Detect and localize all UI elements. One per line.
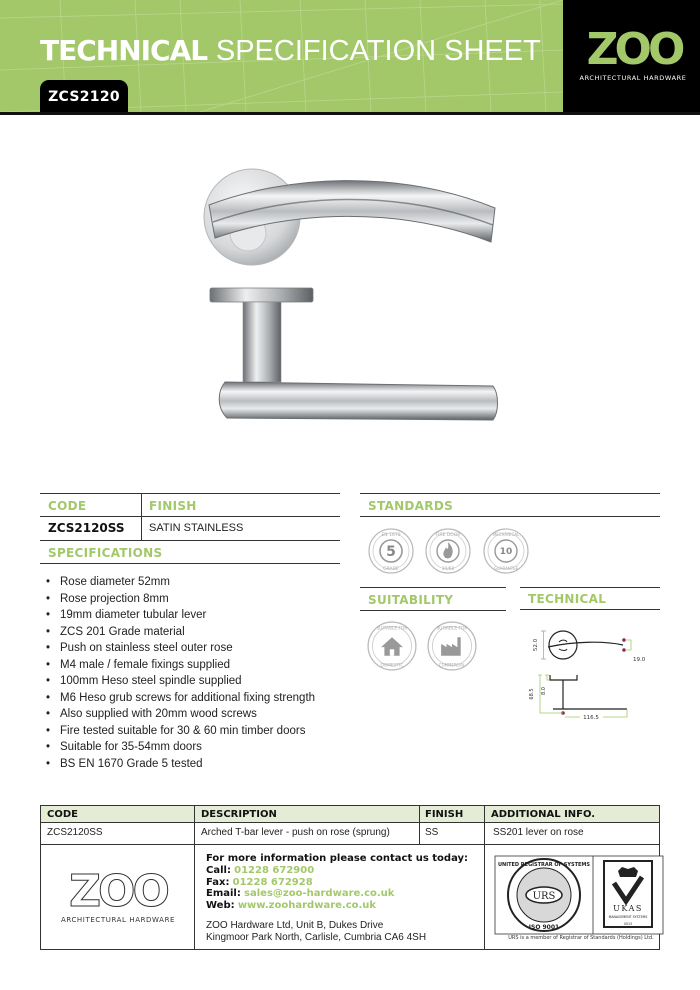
divider [360,587,506,588]
diagram-lever-top [548,642,623,647]
divider [40,540,340,541]
call-label: Call: [206,864,231,876]
standards-heading: STANDARDS [368,499,454,513]
finish-value: SATIN STAINLESS [149,522,244,534]
commercial-badge-icon [427,621,477,671]
svg-text:SUITABLE FOR: SUITABLE FOR [376,626,408,632]
technical-heading: TECHNICAL [528,592,607,606]
row-code: ZCS2120SS [47,827,103,838]
contact-block [206,853,468,912]
svg-text:30/60: 30/60 [441,567,455,572]
spec-item: • 100mm Heso steel spindle supplied [46,673,315,690]
spec-item: • M4 male / female fixings supplied [46,657,315,674]
email-label: Email: [206,888,241,900]
table-header-finish: FINISH [425,809,464,820]
divider [520,587,660,588]
row-additional-info: SS201 lever on rose [493,827,584,838]
technical-diagram [515,625,655,725]
fax-value: 01228 672928 [232,876,313,888]
dim-rose-diameter: 52.0 [533,638,539,652]
spec-item: • M6 Heso grub screws for additional fixing strength [46,690,315,707]
table-row [40,823,660,845]
svg-text:10: 10 [499,547,513,557]
title-bold: TECHNICAL [40,34,216,67]
table-header-row [40,805,660,823]
address-line-2: Kingmoor Park North, Carlisle, Cumbria CA6 4SH [206,932,427,943]
web-label: Web: [206,900,235,912]
title-light: SPECIFICATION SHEET [215,35,541,67]
svg-text:ARCHITECTURAL HARDWARE: ARCHITECTURAL HARDWARE [60,916,176,924]
finish-heading: FINISH [149,499,197,513]
website-link[interactable]: www.zoohardware.co.uk [237,900,377,912]
spec-item: • Rose projection 8mm [46,591,315,608]
brand-tagline: ARCHITECTURAL HARDWARE [579,74,687,82]
dim-rose-projection: 8.0 [541,687,547,695]
svg-text:DOMESTIC: DOMESTIC [380,663,404,669]
diagram-rose [549,631,577,659]
svg-text:ISO 9001: ISO 9001 [528,924,560,931]
dim-lever-diameter: 19.0 [633,657,646,663]
divider [360,610,506,611]
fax-label: Fax: [206,876,230,888]
row-finish: SS [425,827,439,838]
svg-text:GUARANTEE: GUARANTEE [493,566,519,571]
svg-text:MANAGEMENT SYSTEMS: MANAGEMENT SYSTEMS [608,915,648,919]
table-header-additional-info: ADDITIONAL INFO. [491,809,596,820]
divider [40,516,340,517]
spec-item: • BS EN 1670 Grade 5 tested [46,756,315,773]
product-code-value: ZCS2120SS [48,521,125,535]
svg-text:5: 5 [386,544,396,560]
suitability-heading: SUITABILITY [368,593,454,607]
certification-logos [494,855,664,935]
spec-item: • Suitable for 35-54mm doors [46,739,315,756]
svg-text:SUITABLE FOR: SUITABLE FOR [436,626,468,632]
specifications-heading: SPECIFICATIONS [48,546,163,560]
address-line-1: ZOO Hardware Ltd, Unit B, Dukes Drive [206,920,384,931]
spec-item: • Push on stainless steel outer rose [46,640,315,657]
divider [40,493,340,494]
dim-lever-length: 116.5 [583,715,599,721]
svg-text:GRADE: GRADE [383,567,399,572]
footer-logo [58,866,178,928]
divider [360,516,660,517]
spec-item: • 19mm diameter tubular lever [46,607,315,624]
contact-heading: For more information please contact us today: [206,853,469,864]
svg-text:UNITED REGISTRAR OF SYSTEMS: UNITED REGISTRAR OF SYSTEMS [497,862,591,868]
spec-item: • Rose diameter 52mm [46,574,315,591]
header [0,0,700,112]
spec-item: • Also supplied with 20mm wood screws [46,706,315,723]
fire-door-badge-icon [425,528,471,574]
guarantee-badge-icon [483,528,529,574]
lever-stem-side-view [243,302,281,382]
table-header-description: DESCRIPTION [201,809,277,820]
spec-item: • Fire tested suitable for 30 & 60 min timber doors [46,723,315,740]
diagram-rose-side [550,675,577,680]
specifications-list [46,574,315,772]
svg-text:FIRE DOOR: FIRE DOOR [435,533,461,538]
svg-text:EN 1670: EN 1670 [381,533,401,538]
row-description: Arched T-bar lever - push on rose (sprung) [201,827,390,838]
brand-logo: ZOO [586,24,682,75]
divider [520,609,660,610]
grade-5-badge-icon [368,528,414,574]
page-title [40,34,541,68]
table-header-code: CODE [47,809,78,820]
ukas-icon [604,861,652,927]
call-value[interactable]: 01228 672900 [234,864,315,876]
column-divider [141,493,142,540]
divider [360,493,660,494]
svg-text:MECHANICAL: MECHANICAL [492,532,520,537]
certification-note: URS is a member of Registrar of Standards (Holdings) Ltd. [508,935,654,941]
lever-side-view [219,382,497,420]
svg-text:ZOO: ZOO [69,866,167,917]
svg-text:UKAS: UKAS [613,904,643,913]
email-link[interactable]: sales@zoo-hardware.co.uk [244,888,395,900]
company-address [206,920,426,944]
rose-side-view [210,288,313,302]
svg-text:0013: 0013 [623,922,633,926]
dim-projection-total: 68.5 [529,688,535,700]
product-image [195,150,515,430]
svg-text:URS: URS [532,891,556,902]
svg-text:COMMERCIAL: COMMERCIAL [438,662,466,668]
divider [40,563,340,564]
spec-item: • ZCS 201 Grade material [46,624,315,641]
product-code-tab: ZCS2120 [40,80,128,113]
domestic-badge-icon [367,621,417,671]
header-divider [0,112,700,115]
code-heading: CODE [48,499,87,513]
